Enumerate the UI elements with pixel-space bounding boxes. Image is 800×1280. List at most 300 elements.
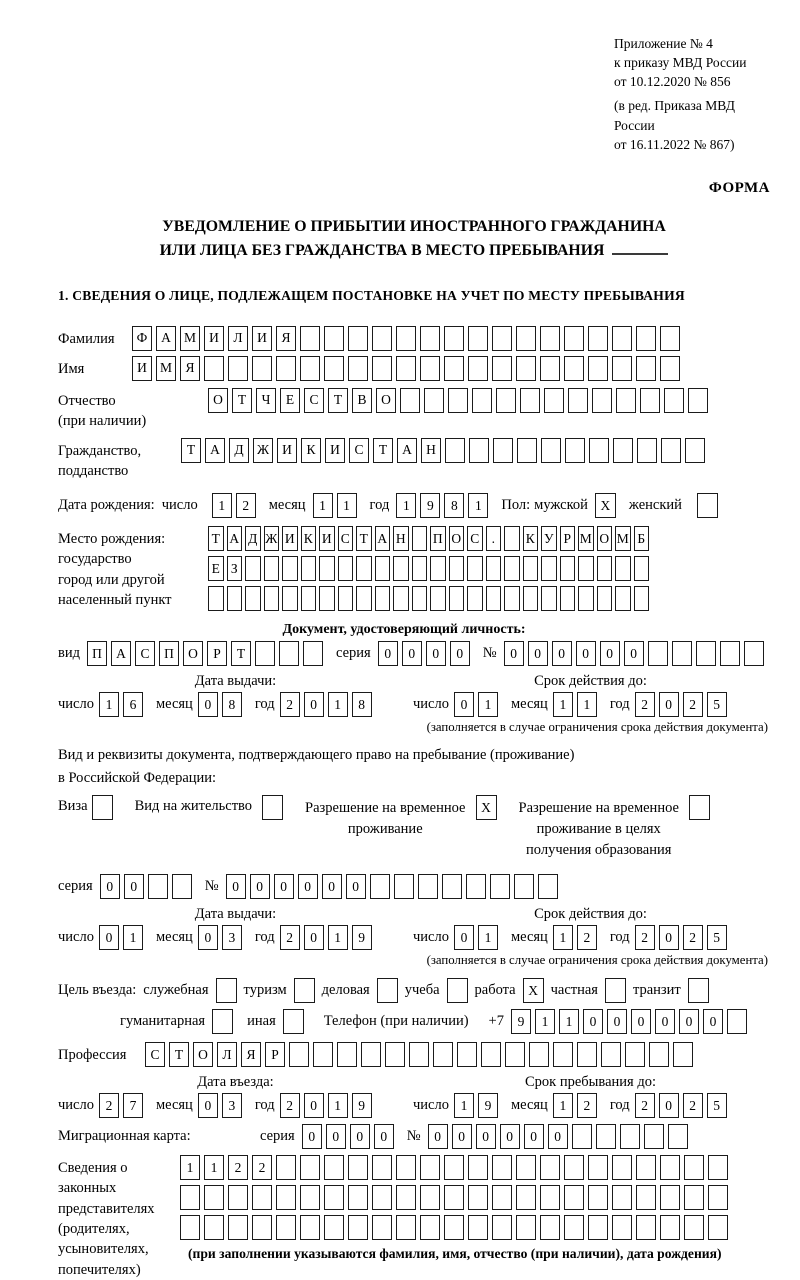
char-cell[interactable]: 1 — [180, 1155, 200, 1180]
char-cell[interactable] — [664, 388, 684, 413]
purpose-official-checkbox[interactable] — [216, 978, 237, 1003]
char-cell[interactable]: 0 — [326, 1124, 346, 1149]
char-cell[interactable] — [577, 1042, 597, 1067]
char-cell[interactable]: 0 — [426, 641, 446, 666]
char-cell[interactable] — [412, 526, 428, 551]
char-cell[interactable]: М — [578, 526, 594, 551]
char-cell[interactable] — [660, 1155, 680, 1180]
char-cell[interactable] — [469, 438, 489, 463]
char-cell[interactable]: Ж — [253, 438, 273, 463]
char-cell[interactable]: Я — [180, 356, 200, 381]
char-cell[interactable] — [180, 1185, 200, 1210]
char-cell[interactable]: 1 — [204, 1155, 224, 1180]
char-cell[interactable]: 2 — [99, 1093, 119, 1118]
char-cell[interactable] — [685, 438, 705, 463]
char-cell[interactable]: Т — [232, 388, 252, 413]
char-cell[interactable]: Т — [328, 388, 348, 413]
char-cell[interactable] — [393, 586, 409, 611]
char-cell[interactable] — [276, 356, 296, 381]
char-cell[interactable] — [396, 1185, 416, 1210]
char-cell[interactable]: 1 — [99, 692, 119, 717]
purpose-work-checkbox[interactable]: X — [523, 978, 544, 1003]
char-cell[interactable] — [668, 1124, 688, 1149]
res-issue-month-cells[interactable] — [198, 925, 246, 950]
char-cell[interactable]: 2 — [683, 692, 703, 717]
char-cell[interactable]: С — [135, 641, 155, 666]
char-cell[interactable]: С — [338, 526, 354, 551]
char-cell[interactable] — [337, 1042, 357, 1067]
char-cell[interactable] — [592, 388, 612, 413]
char-cell[interactable] — [486, 586, 502, 611]
char-cell[interactable]: 0 — [378, 641, 398, 666]
char-cell[interactable] — [636, 1185, 656, 1210]
char-cell[interactable]: 0 — [583, 1009, 603, 1034]
char-cell[interactable]: 0 — [304, 925, 324, 950]
char-cell[interactable] — [466, 874, 486, 899]
char-cell[interactable]: 0 — [476, 1124, 496, 1149]
char-cell[interactable] — [252, 1215, 272, 1240]
char-cell[interactable]: 0 — [99, 925, 119, 950]
char-cell[interactable] — [204, 356, 224, 381]
char-cell[interactable] — [636, 356, 656, 381]
char-cell[interactable] — [553, 1042, 573, 1067]
res-issue-day-cells[interactable] — [99, 925, 147, 950]
char-cell[interactable]: 2 — [228, 1155, 248, 1180]
char-cell[interactable] — [493, 438, 513, 463]
char-cell[interactable] — [644, 1124, 664, 1149]
char-cell[interactable]: И — [132, 356, 152, 381]
char-cell[interactable]: 2 — [577, 1093, 597, 1118]
char-cell[interactable] — [492, 326, 512, 351]
char-cell[interactable] — [708, 1185, 728, 1210]
char-cell[interactable]: . — [486, 526, 502, 551]
char-cell[interactable] — [372, 1215, 392, 1240]
char-cell[interactable] — [393, 556, 409, 581]
char-cell[interactable] — [324, 1185, 344, 1210]
char-cell[interactable]: И — [252, 326, 272, 351]
char-cell[interactable] — [348, 356, 368, 381]
char-cell[interactable]: 0 — [679, 1009, 699, 1034]
char-cell[interactable]: М — [615, 526, 631, 551]
char-cell[interactable] — [348, 1185, 368, 1210]
char-cell[interactable] — [504, 586, 520, 611]
birth-day-cells[interactable] — [212, 493, 260, 518]
char-cell[interactable]: 0 — [350, 1124, 370, 1149]
char-cell[interactable]: П — [430, 526, 446, 551]
char-cell[interactable] — [348, 326, 368, 351]
char-cell[interactable] — [430, 586, 446, 611]
char-cell[interactable] — [613, 438, 633, 463]
char-cell[interactable] — [504, 526, 520, 551]
char-cell[interactable] — [227, 586, 243, 611]
char-cell[interactable]: Е — [208, 556, 224, 581]
char-cell[interactable]: 9 — [511, 1009, 531, 1034]
representatives-row2-cells[interactable] — [180, 1185, 732, 1210]
char-cell[interactable] — [356, 586, 372, 611]
char-cell[interactable]: 0 — [302, 1124, 322, 1149]
char-cell[interactable] — [564, 1155, 584, 1180]
char-cell[interactable] — [424, 388, 444, 413]
char-cell[interactable]: 0 — [304, 692, 324, 717]
char-cell[interactable]: Ж — [264, 526, 280, 551]
char-cell[interactable]: 2 — [280, 925, 300, 950]
char-cell[interactable] — [684, 1215, 704, 1240]
patronymic-cells[interactable] — [208, 388, 712, 413]
char-cell[interactable] — [660, 326, 680, 351]
char-cell[interactable]: Б — [634, 526, 650, 551]
char-cell[interactable]: И — [277, 438, 297, 463]
female-checkbox[interactable] — [697, 493, 718, 518]
char-cell[interactable] — [523, 586, 539, 611]
char-cell[interactable] — [492, 356, 512, 381]
char-cell[interactable]: О — [208, 388, 228, 413]
char-cell[interactable] — [708, 1155, 728, 1180]
id-issue-year-cells[interactable] — [280, 692, 376, 717]
char-cell[interactable]: 0 — [274, 874, 294, 899]
char-cell[interactable] — [612, 1155, 632, 1180]
char-cell[interactable]: 2 — [577, 925, 597, 950]
char-cell[interactable] — [385, 1042, 405, 1067]
char-cell[interactable]: Р — [560, 526, 576, 551]
char-cell[interactable]: 0 — [374, 1124, 394, 1149]
char-cell[interactable] — [684, 1155, 704, 1180]
char-cell[interactable] — [444, 326, 464, 351]
id-valid-year-cells[interactable] — [635, 692, 731, 717]
char-cell[interactable]: 0 — [428, 1124, 448, 1149]
char-cell[interactable]: И — [204, 326, 224, 351]
char-cell[interactable] — [648, 641, 668, 666]
char-cell[interactable]: 0 — [703, 1009, 723, 1034]
char-cell[interactable] — [301, 556, 317, 581]
char-cell[interactable] — [616, 388, 636, 413]
char-cell[interactable] — [578, 586, 594, 611]
char-cell[interactable]: Ф — [132, 326, 152, 351]
char-cell[interactable]: 0 — [659, 925, 679, 950]
char-cell[interactable] — [564, 1215, 584, 1240]
char-cell[interactable] — [276, 1185, 296, 1210]
char-cell[interactable]: 2 — [280, 692, 300, 717]
char-cell[interactable] — [300, 326, 320, 351]
char-cell[interactable] — [744, 641, 764, 666]
char-cell[interactable]: 0 — [198, 1093, 218, 1118]
char-cell[interactable] — [324, 1215, 344, 1240]
char-cell[interactable]: Я — [241, 1042, 261, 1067]
char-cell[interactable] — [620, 1124, 640, 1149]
char-cell[interactable]: 0 — [346, 874, 366, 899]
profession-cells[interactable] — [145, 1042, 697, 1067]
char-cell[interactable]: 5 — [707, 925, 727, 950]
char-cell[interactable]: З — [227, 556, 243, 581]
char-cell[interactable]: 1 — [553, 1093, 573, 1118]
char-cell[interactable] — [564, 326, 584, 351]
char-cell[interactable] — [282, 556, 298, 581]
doc-number-cells[interactable] — [504, 641, 768, 666]
char-cell[interactable]: 0 — [304, 1093, 324, 1118]
doc-series-cells[interactable] — [378, 641, 474, 666]
char-cell[interactable]: 2 — [635, 925, 655, 950]
char-cell[interactable]: Т — [181, 438, 201, 463]
char-cell[interactable] — [396, 1215, 416, 1240]
char-cell[interactable]: Т — [356, 526, 372, 551]
char-cell[interactable]: 0 — [452, 1124, 472, 1149]
char-cell[interactable] — [448, 388, 468, 413]
char-cell[interactable]: 1 — [535, 1009, 555, 1034]
surname-cells[interactable] — [132, 326, 684, 351]
char-cell[interactable] — [727, 1009, 747, 1034]
char-cell[interactable] — [300, 1155, 320, 1180]
char-cell[interactable]: Н — [393, 526, 409, 551]
char-cell[interactable] — [588, 356, 608, 381]
purpose-transit-checkbox[interactable] — [688, 978, 709, 1003]
char-cell[interactable] — [303, 641, 323, 666]
char-cell[interactable]: Л — [217, 1042, 237, 1067]
char-cell[interactable] — [529, 1042, 549, 1067]
char-cell[interactable] — [356, 556, 372, 581]
char-cell[interactable]: 1 — [337, 493, 357, 518]
char-cell[interactable]: 0 — [655, 1009, 675, 1034]
char-cell[interactable]: 9 — [420, 493, 440, 518]
char-cell[interactable]: 0 — [659, 1093, 679, 1118]
entry-month-cells[interactable] — [198, 1093, 246, 1118]
char-cell[interactable] — [375, 586, 391, 611]
res-valid-day-cells[interactable] — [454, 925, 502, 950]
char-cell[interactable] — [612, 356, 632, 381]
char-cell[interactable]: 0 — [624, 641, 644, 666]
char-cell[interactable] — [544, 388, 564, 413]
char-cell[interactable] — [612, 326, 632, 351]
phone-cells[interactable] — [511, 1009, 751, 1034]
char-cell[interactable] — [636, 1155, 656, 1180]
char-cell[interactable]: У — [541, 526, 557, 551]
residence-permit-checkbox[interactable] — [262, 795, 283, 820]
representatives-row1-cells[interactable] — [180, 1155, 732, 1180]
visa-checkbox[interactable] — [92, 795, 113, 820]
char-cell[interactable] — [720, 641, 740, 666]
char-cell[interactable] — [538, 874, 558, 899]
char-cell[interactable]: А — [111, 641, 131, 666]
char-cell[interactable]: С — [145, 1042, 165, 1067]
char-cell[interactable] — [588, 326, 608, 351]
char-cell[interactable]: Д — [229, 438, 249, 463]
char-cell[interactable] — [372, 1155, 392, 1180]
char-cell[interactable]: О — [597, 526, 613, 551]
char-cell[interactable] — [372, 1185, 392, 1210]
char-cell[interactable]: 1 — [328, 692, 348, 717]
char-cell[interactable] — [568, 388, 588, 413]
char-cell[interactable]: 1 — [313, 493, 333, 518]
char-cell[interactable]: 1 — [396, 493, 416, 518]
stay-day-cells[interactable] — [454, 1093, 502, 1118]
char-cell[interactable]: М — [180, 326, 200, 351]
res-valid-year-cells[interactable] — [635, 925, 731, 950]
char-cell[interactable] — [300, 356, 320, 381]
char-cell[interactable]: 8 — [222, 692, 242, 717]
char-cell[interactable] — [445, 438, 465, 463]
char-cell[interactable] — [612, 1215, 632, 1240]
char-cell[interactable]: П — [159, 641, 179, 666]
char-cell[interactable] — [396, 1155, 416, 1180]
char-cell[interactable]: К — [301, 526, 317, 551]
res-series-cells[interactable] — [100, 874, 196, 899]
char-cell[interactable] — [228, 356, 248, 381]
char-cell[interactable] — [572, 1124, 592, 1149]
char-cell[interactable] — [420, 1155, 440, 1180]
char-cell[interactable] — [418, 874, 438, 899]
id-valid-month-cells[interactable] — [553, 692, 601, 717]
char-cell[interactable]: 1 — [328, 1093, 348, 1118]
char-cell[interactable] — [204, 1185, 224, 1210]
id-valid-day-cells[interactable] — [454, 692, 502, 717]
char-cell[interactable] — [688, 388, 708, 413]
char-cell[interactable]: 0 — [298, 874, 318, 899]
char-cell[interactable] — [472, 388, 492, 413]
char-cell[interactable]: 1 — [577, 692, 597, 717]
char-cell[interactable] — [338, 556, 354, 581]
char-cell[interactable] — [412, 556, 428, 581]
char-cell[interactable] — [301, 586, 317, 611]
char-cell[interactable] — [370, 874, 390, 899]
char-cell[interactable] — [396, 326, 416, 351]
char-cell[interactable] — [661, 438, 681, 463]
char-cell[interactable] — [504, 556, 520, 581]
char-cell[interactable] — [300, 1185, 320, 1210]
char-cell[interactable]: С — [467, 526, 483, 551]
char-cell[interactable]: А — [156, 326, 176, 351]
char-cell[interactable] — [245, 586, 261, 611]
char-cell[interactable] — [228, 1185, 248, 1210]
char-cell[interactable] — [696, 641, 716, 666]
char-cell[interactable]: 0 — [454, 692, 474, 717]
char-cell[interactable] — [468, 356, 488, 381]
char-cell[interactable]: П — [87, 641, 107, 666]
char-cell[interactable]: 1 — [212, 493, 232, 518]
char-cell[interactable]: 0 — [450, 641, 470, 666]
char-cell[interactable] — [486, 556, 502, 581]
char-cell[interactable] — [517, 438, 537, 463]
char-cell[interactable]: А — [375, 526, 391, 551]
char-cell[interactable] — [597, 556, 613, 581]
mig-series-cells[interactable] — [302, 1124, 398, 1149]
char-cell[interactable] — [348, 1215, 368, 1240]
char-cell[interactable] — [636, 1215, 656, 1240]
char-cell[interactable] — [516, 1215, 536, 1240]
char-cell[interactable] — [560, 586, 576, 611]
char-cell[interactable]: 1 — [553, 692, 573, 717]
char-cell[interactable] — [492, 1215, 512, 1240]
birth-month-cells[interactable] — [313, 493, 361, 518]
purpose-humanitarian-checkbox[interactable] — [212, 1009, 233, 1034]
purpose-other-checkbox[interactable] — [283, 1009, 304, 1034]
char-cell[interactable] — [560, 556, 576, 581]
char-cell[interactable] — [468, 326, 488, 351]
char-cell[interactable] — [319, 586, 335, 611]
char-cell[interactable] — [400, 388, 420, 413]
char-cell[interactable] — [412, 586, 428, 611]
char-cell[interactable]: Т — [231, 641, 251, 666]
char-cell[interactable] — [588, 1155, 608, 1180]
char-cell[interactable]: 1 — [478, 925, 498, 950]
char-cell[interactable]: 0 — [576, 641, 596, 666]
char-cell[interactable] — [588, 1185, 608, 1210]
char-cell[interactable] — [420, 356, 440, 381]
char-cell[interactable]: 0 — [100, 874, 120, 899]
char-cell[interactable]: 6 — [123, 692, 143, 717]
char-cell[interactable] — [516, 1185, 536, 1210]
char-cell[interactable]: Ч — [256, 388, 276, 413]
doc-type-cells[interactable] — [87, 641, 327, 666]
birth-place-row2-cells[interactable] — [208, 556, 652, 581]
char-cell[interactable] — [588, 1215, 608, 1240]
char-cell[interactable]: Т — [373, 438, 393, 463]
char-cell[interactable]: 7 — [123, 1093, 143, 1118]
char-cell[interactable]: 1 — [553, 925, 573, 950]
entry-day-cells[interactable] — [99, 1093, 147, 1118]
char-cell[interactable] — [172, 874, 192, 899]
char-cell[interactable] — [516, 326, 536, 351]
char-cell[interactable] — [634, 556, 650, 581]
char-cell[interactable] — [540, 356, 560, 381]
char-cell[interactable] — [516, 1155, 536, 1180]
char-cell[interactable]: 0 — [250, 874, 270, 899]
char-cell[interactable]: 5 — [707, 1093, 727, 1118]
purpose-business-checkbox[interactable] — [377, 978, 398, 1003]
char-cell[interactable]: 0 — [504, 641, 524, 666]
char-cell[interactable]: 3 — [222, 1093, 242, 1118]
stay-year-cells[interactable] — [635, 1093, 731, 1118]
char-cell[interactable]: 9 — [352, 925, 372, 950]
char-cell[interactable] — [540, 1155, 560, 1180]
char-cell[interactable] — [313, 1042, 333, 1067]
char-cell[interactable] — [541, 438, 561, 463]
char-cell[interactable] — [467, 586, 483, 611]
char-cell[interactable]: А — [397, 438, 417, 463]
char-cell[interactable]: С — [349, 438, 369, 463]
char-cell[interactable] — [673, 1042, 693, 1067]
char-cell[interactable]: Н — [421, 438, 441, 463]
char-cell[interactable]: 2 — [683, 1093, 703, 1118]
char-cell[interactable]: Л — [228, 326, 248, 351]
birth-place-row3-cells[interactable] — [208, 586, 652, 611]
char-cell[interactable] — [430, 556, 446, 581]
char-cell[interactable]: 2 — [280, 1093, 300, 1118]
char-cell[interactable]: 0 — [124, 874, 144, 899]
char-cell[interactable] — [612, 1185, 632, 1210]
char-cell[interactable] — [204, 1215, 224, 1240]
char-cell[interactable]: 1 — [454, 1093, 474, 1118]
char-cell[interactable] — [420, 1215, 440, 1240]
char-cell[interactable] — [228, 1215, 248, 1240]
res-issue-year-cells[interactable] — [280, 925, 376, 950]
char-cell[interactable] — [541, 556, 557, 581]
char-cell[interactable]: 1 — [468, 493, 488, 518]
char-cell[interactable] — [615, 556, 631, 581]
char-cell[interactable] — [449, 556, 465, 581]
char-cell[interactable] — [444, 356, 464, 381]
char-cell[interactable]: В — [352, 388, 372, 413]
char-cell[interactable] — [252, 356, 272, 381]
char-cell[interactable] — [564, 1185, 584, 1210]
char-cell[interactable] — [468, 1155, 488, 1180]
char-cell[interactable] — [449, 586, 465, 611]
char-cell[interactable]: 2 — [236, 493, 256, 518]
char-cell[interactable] — [492, 1185, 512, 1210]
birth-place-row1-cells[interactable] — [208, 526, 652, 551]
char-cell[interactable] — [514, 874, 534, 899]
res-number-cells[interactable] — [226, 874, 562, 899]
char-cell[interactable] — [255, 641, 275, 666]
char-cell[interactable] — [516, 356, 536, 381]
char-cell[interactable] — [180, 1215, 200, 1240]
